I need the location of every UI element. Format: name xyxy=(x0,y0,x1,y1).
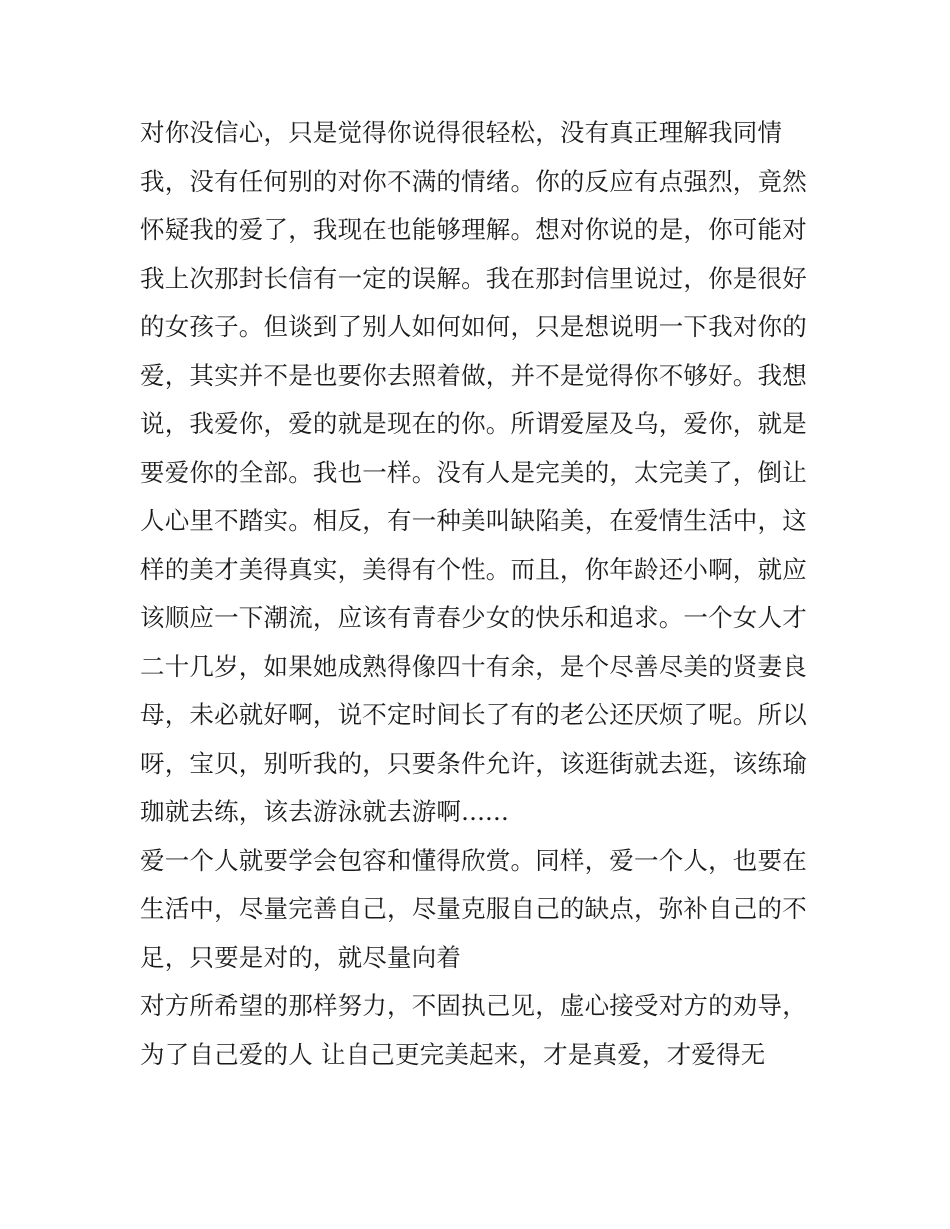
text-line: 爱一个人就要学会包容和懂得欣赏。同样，爱一个人，也要在 xyxy=(140,845,807,875)
text-line: 爱，其实并不是也要你去照着做，并不是觉得你不够好。我想 xyxy=(140,360,807,390)
text-line: 说，我爱你，爱的就是现在的你。所谓爱屋及乌，爱你，就是 xyxy=(140,409,807,438)
text-line: 为了自己爱的人 让自己更完美起来，才是真爱，才爱得无 xyxy=(140,1039,766,1069)
text-line: 二十几岁，如果她成熟得像四十有余，是个尽善尽美的贤妻良 xyxy=(140,651,807,681)
text-line: 生活中，尽量完善自己，尽量克服自己的缺点，弥补自己的不 xyxy=(140,894,807,923)
text-line: 要爱你的全部。我也一样。没有人是完美的，太完美了，倒让 xyxy=(140,457,807,487)
text-line: 我上次那封长信有一定的误解。我在那封信里说过，你是很好 xyxy=(140,263,807,293)
text-line: 的女孩子。但谈到了别人如何如何，只是想说明一下我对你的 xyxy=(140,312,807,341)
text-line: 人心里不踏实。相反，有一种美叫缺陷美，在爱情生活中，这 xyxy=(140,506,807,535)
text-line: 对你没信心，只是觉得你说得很轻松，没有真正理解我同情 xyxy=(140,118,783,147)
text-line: 我，没有任何别的对你不满的情绪。你的反应有点强烈，竟然 xyxy=(140,166,807,196)
text-line: 对方所希望的那样努力，不固执己见，虚心接受对方的劝导， xyxy=(140,991,807,1020)
text-line: 样的美才美得真实，美得有个性。而且，你年龄还小啊，就应 xyxy=(140,554,807,584)
text-line: 怀疑我的爱了，我现在也能够理解。想对你说的是，你可能对 xyxy=(140,215,807,244)
text-line: 珈就去练，该去游泳就去游啊...... xyxy=(140,797,510,826)
text-line: 足，只要是对的，就尽量向着 xyxy=(140,942,462,972)
text-line: 呀，宝贝，别听我的，只要条件允许，该逛街就去逛，该练瑜 xyxy=(140,748,807,778)
text-line: 该顺应一下潮流，应该有青春少女的快乐和追求。一个女人才 xyxy=(140,603,807,632)
text-line: 母，未必就好啊，说不定时间长了有的老公还厌烦了呢。所以 xyxy=(140,700,807,729)
body-text xyxy=(140,109,830,1079)
